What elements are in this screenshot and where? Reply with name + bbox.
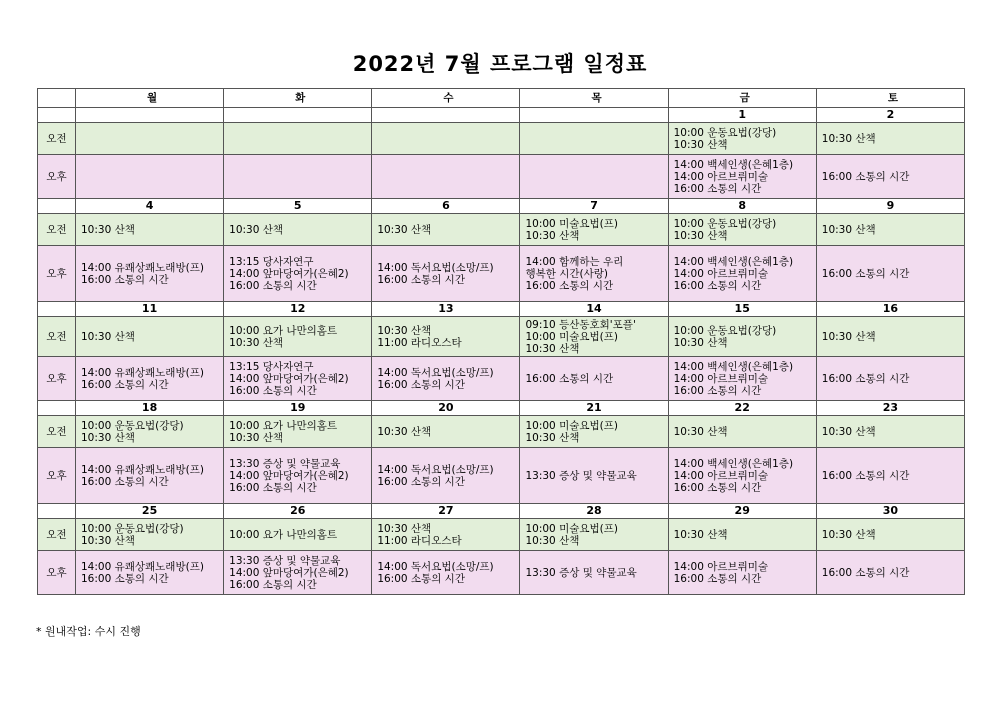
program-entry: 10:30 산책 — [525, 534, 580, 547]
program-entry: 10:00 요가 나만의홈트 — [229, 419, 338, 432]
date-number: 14 — [520, 302, 668, 317]
schedule-cell — [372, 155, 520, 199]
schedule-cell — [372, 246, 520, 302]
date-number: 25 — [76, 504, 224, 519]
program-entry: 16:00 소통의 시간 — [673, 384, 762, 397]
date-number — [76, 108, 224, 123]
morning-row — [38, 317, 965, 357]
afternoon-row — [38, 357, 965, 401]
program-entry: 14:00 독서요법(소망/프) — [377, 261, 494, 274]
schedule-cell — [372, 214, 520, 246]
program-entry: 16:00 소통의 시간 — [229, 279, 317, 292]
program-entry: 10:00 미술요법(프) — [525, 217, 618, 230]
program-entry: 10:30 산책 — [229, 431, 284, 444]
schedule-cell — [76, 155, 224, 199]
schedule-cell — [816, 357, 964, 401]
weekday-header: 월 — [76, 89, 224, 108]
program-entry: 14:00 아르브뤼미술 — [673, 372, 769, 385]
program-entry: 16:00 소통의 시간 — [229, 578, 317, 591]
date-number — [520, 108, 668, 123]
program-entry: 11:00 라디오스타 — [377, 534, 462, 547]
schedule-cell — [76, 416, 224, 448]
schedule-cell — [224, 214, 372, 246]
afternoon-label: 오후 — [38, 155, 76, 199]
schedule-cell — [224, 317, 372, 357]
schedule-cell — [816, 416, 964, 448]
morning-label: 오전 — [38, 214, 76, 246]
program-entry: 행복한 시간(사랑) — [525, 267, 608, 280]
weekday-header: 화 — [224, 89, 372, 108]
program-entry: 16:00 소통의 시간 — [673, 182, 762, 195]
program-entry: 10:00 미술요법(프) — [525, 419, 618, 432]
schedule-cell — [668, 448, 816, 504]
program-entry: 10:30 산책 — [525, 229, 580, 242]
date-number: 18 — [76, 401, 224, 416]
schedule-cell — [372, 123, 520, 155]
date-number: 26 — [224, 504, 372, 519]
program-entry: 10:30 산책 — [81, 330, 135, 343]
date-row-label-cell — [38, 504, 76, 519]
date-number: 15 — [668, 302, 816, 317]
program-entry: 10:30 산책 — [673, 425, 728, 438]
program-entry: 10:00 미술요법(프) — [525, 330, 618, 343]
date-number: 28 — [520, 504, 668, 519]
program-entry: 10:30 산책 — [821, 223, 876, 236]
schedule-cell — [520, 416, 668, 448]
date-number: 2 — [816, 108, 964, 123]
footnote: * 원내작업: 수시 진행 — [36, 625, 141, 638]
program-entry: 16:00 소통의 시간 — [525, 279, 614, 292]
schedule-cell — [816, 448, 964, 504]
date-number: 22 — [668, 401, 816, 416]
program-entry: 10:30 산책 — [81, 223, 135, 236]
program-entry: 14:00 독서요법(소망/프) — [377, 463, 494, 476]
program-entry: 13:30 증상 및 약물교육 — [229, 554, 341, 567]
schedule-cell — [76, 246, 224, 302]
date-row-label-cell — [38, 108, 76, 123]
schedule-cell — [224, 519, 372, 551]
program-entry: 16:00 소통의 시간 — [821, 267, 910, 280]
schedule-cell — [816, 317, 964, 357]
schedule-cell — [224, 246, 372, 302]
program-entry: 10:00 요가 나만의홈트 — [229, 528, 338, 541]
program-entry: 14:00 백세인생(은혜1층) — [673, 457, 794, 470]
schedule-cell — [520, 519, 668, 551]
date-row — [38, 108, 965, 123]
schedule-cell — [668, 246, 816, 302]
program-entry: 14:00 아르브뤼미술 — [673, 560, 769, 573]
program-entry: 10:30 산책 — [821, 330, 876, 343]
afternoon-label: 오후 — [38, 357, 76, 401]
schedule-cell — [224, 551, 372, 595]
morning-label: 오전 — [38, 519, 76, 551]
schedule-cell — [520, 448, 668, 504]
date-number: 1 — [668, 108, 816, 123]
date-number: 27 — [372, 504, 520, 519]
schedule-cell — [816, 123, 964, 155]
program-entry: 10:30 산책 — [821, 425, 876, 438]
morning-label: 오전 — [38, 123, 76, 155]
program-entry: 16:00 소통의 시간 — [821, 372, 910, 385]
morning-row — [38, 519, 965, 551]
date-number: 12 — [224, 302, 372, 317]
schedule-cell — [668, 123, 816, 155]
morning-row — [38, 416, 965, 448]
program-entry: 16:00 소통의 시간 — [229, 481, 317, 494]
program-entry: 16:00 소통의 시간 — [673, 572, 762, 585]
schedule-cell — [668, 357, 816, 401]
date-number: 16 — [816, 302, 964, 317]
program-entry: 10:30 산책 — [229, 336, 284, 349]
date-number: 30 — [816, 504, 964, 519]
program-entry: 16:00 소통의 시간 — [821, 469, 910, 482]
schedule-cell — [816, 214, 964, 246]
afternoon-row — [38, 246, 965, 302]
program-entry: 14:00 아르브뤼미술 — [673, 469, 769, 482]
program-entry: 14:00 독서요법(소망/프) — [377, 366, 494, 379]
schedule-cell — [372, 357, 520, 401]
date-number: 8 — [668, 199, 816, 214]
program-entry: 13:30 증상 및 약물교육 — [229, 457, 341, 470]
program-entry: 10:00 운동요법(강당) — [81, 419, 184, 432]
program-entry: 10:30 산책 — [377, 324, 432, 337]
schedule-cell — [520, 123, 668, 155]
program-entry: 16:00 소통의 시간 — [81, 273, 169, 286]
program-entry: 14:00 유쾌상쾌노래방(프) — [81, 463, 204, 476]
program-entry: 10:30 산책 — [81, 431, 135, 444]
afternoon-label: 오후 — [38, 551, 76, 595]
program-entry: 10:30 산책 — [673, 229, 728, 242]
program-entry: 10:30 산책 — [377, 522, 432, 535]
afternoon-row — [38, 155, 965, 199]
program-entry: 16:00 소통의 시간 — [821, 566, 910, 579]
corner-cell — [38, 89, 76, 108]
program-entry: 10:30 산책 — [229, 223, 284, 236]
schedule-cell — [224, 123, 372, 155]
program-entry: 10:00 운동요법(강당) — [673, 126, 777, 139]
program-entry: 16:00 소통의 시간 — [673, 279, 762, 292]
program-entry: 10:30 산책 — [81, 534, 135, 547]
program-entry: 10:00 요가 나만의홈트 — [229, 324, 338, 337]
schedule-cell — [372, 519, 520, 551]
schedule-cell — [224, 357, 372, 401]
weekday-header-row — [38, 89, 965, 108]
schedule-cell — [76, 214, 224, 246]
program-entry: 16:00 소통의 시간 — [81, 475, 169, 488]
schedule-cell — [372, 416, 520, 448]
date-row-label-cell — [38, 199, 76, 214]
program-entry: 14:00 함께하는 우리 — [525, 255, 624, 268]
program-entry: 14:00 앞마당여가(은혜2) — [229, 372, 349, 385]
morning-row — [38, 123, 965, 155]
schedule-cell — [224, 448, 372, 504]
program-entry: 16:00 소통의 시간 — [377, 572, 465, 585]
page-title: 2022년 7월 프로그램 일정표 — [352, 52, 648, 76]
program-entry: 14:00 아르브뤼미술 — [673, 267, 769, 280]
program-entry: 13:30 증상 및 약물교육 — [525, 469, 637, 482]
schedule-cell — [816, 246, 964, 302]
schedule-cell — [816, 519, 964, 551]
schedule-cell — [668, 317, 816, 357]
morning-label: 오전 — [38, 416, 76, 448]
date-number: 20 — [372, 401, 520, 416]
schedule-cell — [668, 214, 816, 246]
date-row — [38, 504, 965, 519]
program-entry: 10:30 산책 — [525, 342, 580, 355]
program-entry: 14:00 백세인생(은혜1층) — [673, 158, 794, 171]
weekday-header: 수 — [372, 89, 520, 108]
schedule-cell — [816, 551, 964, 595]
program-entry: 16:00 소통의 시간 — [673, 481, 762, 494]
program-entry: 16:00 소통의 시간 — [377, 378, 465, 391]
date-number: 9 — [816, 199, 964, 214]
program-entry: 10:30 산책 — [673, 528, 728, 541]
afternoon-row — [38, 551, 965, 595]
schedule-cell — [520, 155, 668, 199]
schedule-cell — [520, 317, 668, 357]
schedule-cell — [520, 214, 668, 246]
program-entry: 09:10 등산동호회'포플' — [525, 318, 636, 331]
program-entry: 10:30 산책 — [821, 132, 876, 145]
weekday-header: 금 — [668, 89, 816, 108]
schedule-cell — [76, 317, 224, 357]
program-entry: 14:00 앞마당여가(은혜2) — [229, 267, 349, 280]
date-row — [38, 401, 965, 416]
program-entry: 16:00 소통의 시간 — [377, 273, 465, 286]
date-number: 4 — [76, 199, 224, 214]
date-row — [38, 302, 965, 317]
date-number: 21 — [520, 401, 668, 416]
program-entry: 11:00 라디오스타 — [377, 336, 462, 349]
program-entry: 10:00 운동요법(강당) — [673, 324, 777, 337]
date-number: 6 — [372, 199, 520, 214]
schedule-cell — [76, 357, 224, 401]
date-row — [38, 199, 965, 214]
program-entry: 16:00 소통의 시간 — [821, 170, 910, 183]
program-entry: 14:00 백세인생(은혜1층) — [673, 255, 794, 268]
schedule-cell — [76, 123, 224, 155]
schedule-cell — [668, 155, 816, 199]
date-number: 23 — [816, 401, 964, 416]
program-entry: 10:30 산책 — [377, 425, 432, 438]
program-entry: 14:00 유쾌상쾌노래방(프) — [81, 366, 204, 379]
program-entry: 16:00 소통의 시간 — [377, 475, 465, 488]
date-number: 29 — [668, 504, 816, 519]
program-entry: 14:00 유쾌상쾌노래방(프) — [81, 560, 204, 573]
schedule-cell — [76, 551, 224, 595]
schedule-cell — [668, 519, 816, 551]
afternoon-label: 오후 — [38, 448, 76, 504]
program-entry: 14:00 앞마당여가(은혜2) — [229, 566, 349, 579]
program-entry: 14:00 유쾌상쾌노래방(프) — [81, 261, 204, 274]
program-entry: 14:00 백세인생(은혜1층) — [673, 360, 794, 373]
program-entry: 16:00 소통의 시간 — [81, 572, 169, 585]
schedule-cell — [668, 551, 816, 595]
program-entry: 10:00 미술요법(프) — [525, 522, 618, 535]
schedule-cell — [372, 448, 520, 504]
schedule-cell — [668, 416, 816, 448]
program-entry: 14:00 앞마당여가(은혜2) — [229, 469, 349, 482]
weekday-header: 목 — [520, 89, 668, 108]
date-row-label-cell — [38, 302, 76, 317]
date-number: 7 — [520, 199, 668, 214]
schedule-cell — [372, 551, 520, 595]
program-entry: 10:00 운동요법(강당) — [81, 522, 184, 535]
afternoon-label: 오후 — [38, 246, 76, 302]
program-entry: 13:15 당사자연구 — [229, 360, 314, 373]
afternoon-row — [38, 448, 965, 504]
program-entry: 10:30 산책 — [377, 223, 432, 236]
weekday-header: 토 — [816, 89, 964, 108]
date-number: 11 — [76, 302, 224, 317]
schedule-cell — [520, 551, 668, 595]
program-entry: 10:30 산책 — [821, 528, 876, 541]
date-number — [372, 108, 520, 123]
morning-label: 오전 — [38, 317, 76, 357]
date-row-label-cell — [38, 401, 76, 416]
schedule-cell — [816, 155, 964, 199]
morning-row — [38, 214, 965, 246]
schedule-cell — [520, 357, 668, 401]
schedule-cell — [372, 317, 520, 357]
schedule-table — [37, 88, 965, 595]
program-entry: 10:00 운동요법(강당) — [673, 217, 777, 230]
schedule-cell — [224, 155, 372, 199]
schedule-cell — [76, 519, 224, 551]
schedule-cell — [520, 246, 668, 302]
date-number: 19 — [224, 401, 372, 416]
program-entry: 16:00 소통의 시간 — [229, 384, 317, 397]
date-number: 13 — [372, 302, 520, 317]
program-entry: 10:30 산책 — [525, 431, 580, 444]
program-entry: 14:00 독서요법(소망/프) — [377, 560, 494, 573]
program-entry: 16:00 소통의 시간 — [525, 372, 614, 385]
date-number: 5 — [224, 199, 372, 214]
program-entry: 10:30 산책 — [673, 336, 728, 349]
schedule-cell — [224, 416, 372, 448]
program-entry: 10:30 산책 — [673, 138, 728, 151]
program-entry: 13:30 증상 및 약물교육 — [525, 566, 637, 579]
program-entry: 16:00 소통의 시간 — [81, 378, 169, 391]
program-entry: 14:00 아르브뤼미술 — [673, 170, 769, 183]
date-number — [224, 108, 372, 123]
schedule-cell — [76, 448, 224, 504]
program-entry: 13:15 당사자연구 — [229, 255, 314, 268]
